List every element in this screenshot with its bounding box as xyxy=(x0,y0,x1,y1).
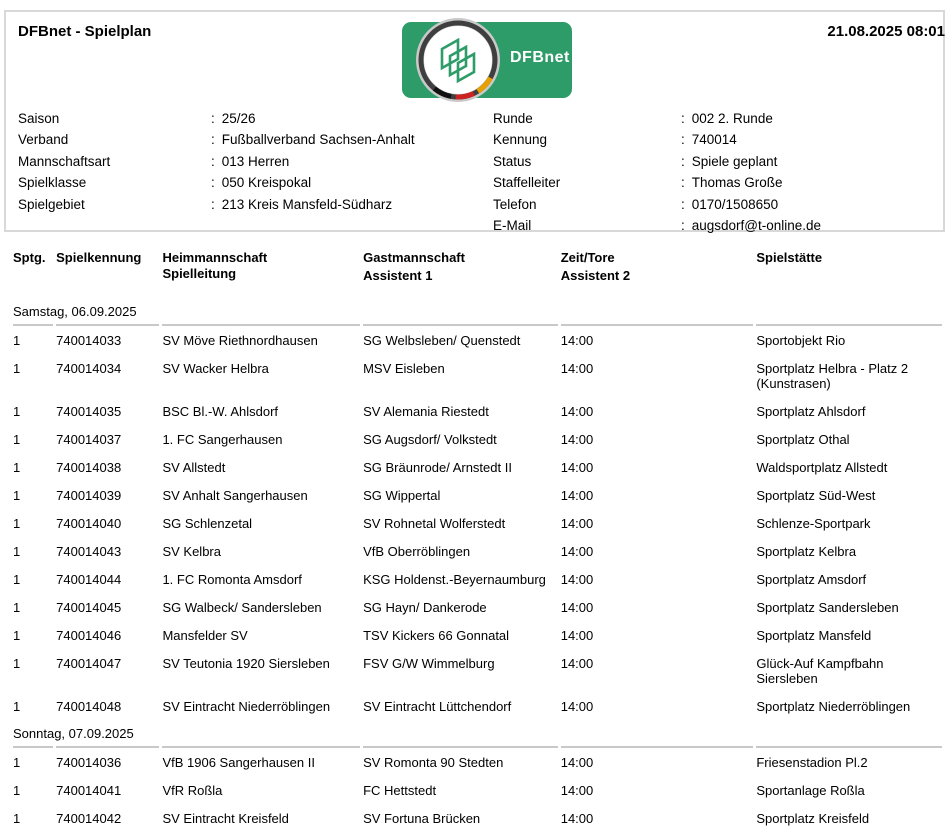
spielplan-table xyxy=(10,250,945,832)
meta-label: Telefon xyxy=(493,196,537,212)
match-row xyxy=(13,692,942,720)
meta-value xyxy=(211,151,493,172)
match-heimmannschaft: SV Eintracht Niederröblingen xyxy=(162,699,331,714)
dfb-emblem-icon xyxy=(416,18,500,102)
match-heimmannschaft: SV Kelbra xyxy=(162,544,221,559)
col-header-sptg: Sptg. xyxy=(13,250,46,265)
meta-value-text: 25/26 xyxy=(221,111,256,126)
match-spielkennung: 740014046 xyxy=(56,628,122,643)
dfbnet-logo xyxy=(402,17,572,103)
match-row xyxy=(13,481,942,509)
table-header-row xyxy=(13,250,942,298)
match-zeit: 14:00 xyxy=(560,404,594,419)
match-row xyxy=(13,804,942,832)
match-sptg: 1 xyxy=(13,460,21,475)
match-heimmannschaft: BSC Bl.-W. Ahlsdorf xyxy=(162,404,279,419)
match-heimmannschaft: SV Teutonia 1920 Siersleben xyxy=(162,656,330,671)
meta-value xyxy=(681,108,821,129)
match-spielkennung: 740014036 xyxy=(56,746,159,776)
match-row xyxy=(13,537,942,565)
meta-label: Runde xyxy=(493,111,533,126)
meta-value xyxy=(211,129,493,150)
match-spielstaette: Waldsportplatz Allstedt xyxy=(756,460,888,475)
match-spielstaette: Sportplatz Helbra - Platz 2 (Kunstrasen) xyxy=(756,361,909,391)
match-zeit: 14:00 xyxy=(560,656,594,671)
match-row xyxy=(13,397,942,425)
match-heimmannschaft: Mansfelder SV xyxy=(162,628,248,643)
match-spielstaette: Sportplatz Niederröblingen xyxy=(756,699,911,714)
match-sptg: 1 xyxy=(13,516,21,531)
match-zeit: 14:00 xyxy=(560,544,594,559)
match-gastmannschaft: TSV Kickers 66 Gonnatal xyxy=(363,628,510,643)
match-spielstaette: Sportplatz Othal xyxy=(756,432,850,447)
match-spielkennung: 740014033 xyxy=(56,324,159,354)
match-sptg: 1 xyxy=(13,572,21,587)
match-spielstaette: Sportobjekt Rio xyxy=(756,324,942,354)
meta-value-text: augsdorf@t-online.de xyxy=(691,218,822,234)
match-spielkennung: 740014043 xyxy=(56,544,122,559)
meta-colon: : xyxy=(211,196,215,212)
match-spielstaette: Sportplatz Mansfeld xyxy=(756,628,872,643)
match-heimmannschaft: SV Eintracht Kreisfeld xyxy=(162,811,289,826)
match-row xyxy=(13,425,942,453)
meta-label: Kennung xyxy=(493,132,548,148)
meta-label: Status xyxy=(493,153,532,169)
match-gastmannschaft: FSV G/W Wimmelburg xyxy=(363,656,495,671)
match-sptg: 1 xyxy=(13,404,21,419)
match-spielkennung: 740014040 xyxy=(56,516,122,531)
match-zeit: 14:00 xyxy=(560,361,594,376)
spielplan-table-body xyxy=(13,298,942,832)
match-spielstaette: Schlenze-Sportpark xyxy=(756,516,871,531)
match-sptg: 1 xyxy=(13,811,21,826)
meta-value xyxy=(681,172,821,193)
meta-label: Verband xyxy=(18,132,69,148)
match-gastmannschaft: SV Rohnetal Wolferstedt xyxy=(363,516,506,531)
match-sptg: 1 xyxy=(13,699,21,714)
meta-colon: : xyxy=(681,153,685,169)
meta-colon: : xyxy=(681,132,685,148)
match-heimmannschaft: SV Möve Riethnordhausen xyxy=(162,324,360,354)
match-heimmannschaft: SV Wacker Helbra xyxy=(162,361,269,376)
match-sptg: 1 xyxy=(13,628,21,643)
match-gastmannschaft: SV Eintracht Lüttchendorf xyxy=(363,699,512,714)
match-spielkennung: 740014034 xyxy=(56,361,122,376)
match-heimmannschaft: VfB 1906 Sangerhausen II xyxy=(162,746,360,776)
meta-colon: : xyxy=(681,218,685,234)
meta-colon: : xyxy=(211,111,215,126)
match-sptg: 1 xyxy=(13,783,21,798)
col-header-spielstaette: Spielstätte xyxy=(756,250,823,265)
meta-colon: : xyxy=(681,111,685,126)
match-gastmannschaft: SV Romonta 90 Stedten xyxy=(363,746,558,776)
meta-value xyxy=(211,108,493,129)
match-heimmannschaft: 1. FC Romonta Amsdorf xyxy=(162,572,302,587)
match-spielkennung: 740014048 xyxy=(56,699,122,714)
meta-label: Spielklasse xyxy=(18,175,87,191)
match-zeit: 14:00 xyxy=(560,432,594,447)
match-spielkennung: 740014044 xyxy=(56,572,122,587)
match-zeit: 14:00 xyxy=(560,783,594,798)
match-zeit: 14:00 xyxy=(561,746,754,776)
match-spielstaette: Glück-Auf Kampfbahn Siersleben xyxy=(756,656,884,686)
match-sptg: 1 xyxy=(13,488,21,503)
match-spielkennung: 740014047 xyxy=(56,656,122,671)
match-zeit: 14:00 xyxy=(560,516,594,531)
match-zeit: 14:00 xyxy=(560,699,594,714)
match-zeit: 14:00 xyxy=(560,628,594,643)
date-group-label: Sonntag, 07.09.2025 xyxy=(13,726,134,741)
meta-value-text: 740014 xyxy=(691,132,737,148)
match-heimmannschaft: SG Schlenzetal xyxy=(162,516,253,531)
meta-value xyxy=(681,215,821,236)
meta-label: E-Mail xyxy=(493,218,532,234)
col-header-gastmannschaft: Gastmannschaft Assistent 1 xyxy=(363,250,465,283)
match-spielkennung: 740014039 xyxy=(56,488,122,503)
meta-value-text: Fußballverband Sachsen-Anhalt xyxy=(221,132,415,148)
match-gastmannschaft: MSV Eisleben xyxy=(363,361,445,376)
match-row xyxy=(13,621,942,649)
match-spielkennung: 740014037 xyxy=(56,432,122,447)
meta-value xyxy=(681,151,821,172)
meta-value-text: Thomas Große xyxy=(691,175,783,191)
meta-value-text: 213 Kreis Mansfeld-Südharz xyxy=(221,196,393,212)
meta-label: Saison xyxy=(18,111,60,126)
match-spielstaette: Friesenstadion Pl.2 xyxy=(756,746,942,776)
match-spielstaette: Sportplatz Amsdorf xyxy=(756,572,867,587)
meta-value xyxy=(211,194,493,215)
match-row xyxy=(13,354,942,397)
meta-value-text: 013 Herren xyxy=(221,153,290,169)
match-spielkennung: 740014042 xyxy=(56,811,122,826)
match-row xyxy=(13,746,942,776)
match-spielstaette: Sportplatz Kelbra xyxy=(756,544,857,559)
meta-colon: : xyxy=(211,153,215,169)
match-spielkennung: 740014038 xyxy=(56,460,122,475)
date-group-label: Samstag, 06.09.2025 xyxy=(13,304,137,319)
meta-value xyxy=(211,172,493,193)
match-gastmannschaft: VfB Oberröblingen xyxy=(363,544,471,559)
meta-label: Mannschaftsart xyxy=(18,153,111,169)
meta-value-text: 0170/1508650 xyxy=(691,196,779,212)
meta-label xyxy=(18,215,211,236)
meta-value xyxy=(681,129,821,150)
match-gastmannschaft: SG Bräunrode/ Arnstedt II xyxy=(363,460,512,475)
match-heimmannschaft: VfR Roßla xyxy=(162,783,223,798)
match-gastmannschaft: KSG Holdenst.-Beyernaumburg xyxy=(363,572,546,587)
match-row xyxy=(13,509,942,537)
match-heimmannschaft: SV Anhalt Sangerhausen xyxy=(162,488,308,503)
col-header-heimmannschaft: Heimmannschaft Spielleitung xyxy=(162,250,268,281)
meta-colon: : xyxy=(211,175,215,191)
meta-label: Staffelleiter xyxy=(493,175,561,191)
match-zeit: 14:00 xyxy=(560,488,594,503)
match-sptg: 1 xyxy=(13,324,53,354)
match-spielkennung: 740014041 xyxy=(56,783,122,798)
meta-value-text: Spiele geplant xyxy=(691,153,778,169)
match-gastmannschaft: SV Alemania Riestedt xyxy=(363,404,489,419)
match-spielstaette: Sportplatz Kreisfeld xyxy=(756,811,870,826)
match-spielkennung: 740014045 xyxy=(56,600,122,615)
match-sptg: 1 xyxy=(13,746,53,776)
match-spielstaette: Sportanlage Roßla xyxy=(756,783,865,798)
match-gastmannschaft: SG Hayn/ Dankerode xyxy=(363,600,487,615)
match-sptg: 1 xyxy=(13,432,21,447)
match-zeit: 14:00 xyxy=(560,460,594,475)
meta-colon: : xyxy=(681,175,685,191)
match-zeit: 14:00 xyxy=(560,811,594,826)
match-row xyxy=(13,593,942,621)
match-spielstaette: Sportplatz Sandersleben xyxy=(756,600,899,615)
col-header-spielkennung: Spielkennung xyxy=(56,250,142,265)
match-spielstaette: Sportplatz Süd-West xyxy=(756,488,876,503)
match-row xyxy=(13,565,942,593)
meta-colon: : xyxy=(681,196,685,212)
match-row xyxy=(13,324,942,354)
match-spielstaette: Sportplatz Ahlsdorf xyxy=(756,404,866,419)
col-header-zeit-tore: Zeit/Tore Assistent 2 xyxy=(560,250,631,283)
meta-colon: : xyxy=(211,132,215,148)
meta-value xyxy=(681,194,821,215)
meta-label: Spielgebiet xyxy=(18,196,85,212)
meta-grid xyxy=(18,108,821,236)
match-row xyxy=(13,453,942,481)
match-gastmannschaft: FC Hettstedt xyxy=(363,783,437,798)
match-sptg: 1 xyxy=(13,544,21,559)
report-datetime: 21.08.2025 08:01 xyxy=(827,23,945,40)
match-row xyxy=(13,649,942,692)
date-group-row xyxy=(13,298,942,324)
match-gastmannschaft: SG Wippertal xyxy=(363,488,441,503)
match-gastmannschaft: SG Welbsleben/ Quenstedt xyxy=(363,324,558,354)
match-sptg: 1 xyxy=(13,361,21,376)
match-spielkennung: 740014035 xyxy=(56,404,122,419)
match-heimmannschaft: SV Allstedt xyxy=(162,460,226,475)
match-row xyxy=(13,776,942,804)
match-zeit: 14:00 xyxy=(561,324,754,354)
match-zeit: 14:00 xyxy=(560,572,594,587)
match-sptg: 1 xyxy=(13,600,21,615)
match-gastmannschaft: SV Fortuna Brücken xyxy=(363,811,481,826)
match-heimmannschaft: 1. FC Sangerhausen xyxy=(162,432,283,447)
meta-value-text: 002 2. Runde xyxy=(691,111,773,126)
report-header-box xyxy=(4,10,945,232)
date-group-row xyxy=(13,720,942,746)
page-title: DFBnet - Spielplan xyxy=(18,23,152,40)
meta-value xyxy=(211,215,493,236)
logo-wordmark: DFBnet xyxy=(510,49,570,66)
match-gastmannschaft: SG Augsdorf/ Volkstedt xyxy=(363,432,497,447)
meta-value-text: 050 Kreispokal xyxy=(221,175,312,191)
match-zeit: 14:00 xyxy=(560,600,594,615)
match-heimmannschaft: SG Walbeck/ Sandersleben xyxy=(162,600,322,615)
match-sptg: 1 xyxy=(13,656,21,671)
